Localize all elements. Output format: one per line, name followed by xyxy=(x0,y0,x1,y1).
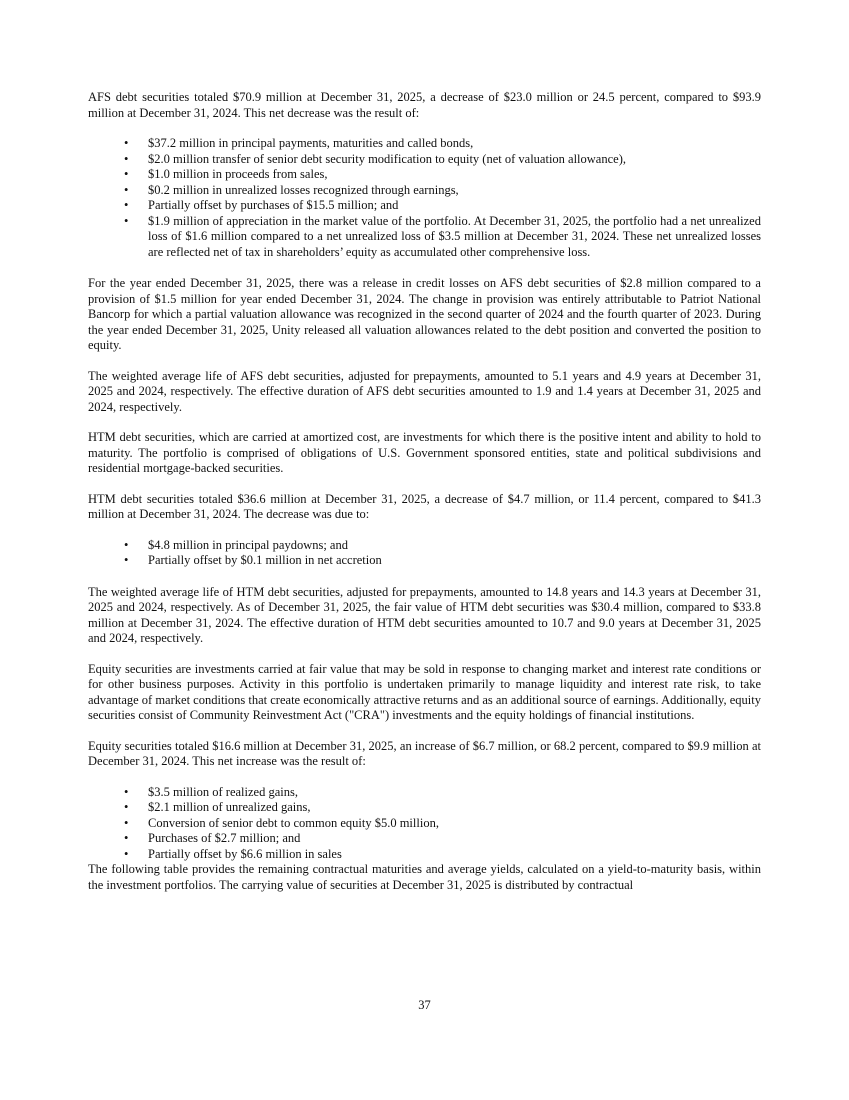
maturity-table-intro-paragraph: The following table provides the remaining contractual maturities and average yields, calculated on a yield-to-maturity basis, within the investment portfolios. The carrying value of securities at December 31, 2025 is distributed by contractual xyxy=(88,862,761,892)
list-item: • $37.2 million in principal payments, maturities and called bonds, xyxy=(148,136,761,152)
equity-total-paragraph: Equity securities totaled $16.6 million at December 31, 2025, an increase of $6.7 million, or 68.2 percent, compared to $9.9 million at December 31, 2024. This net increase was the result of: xyxy=(88,738,761,768)
afs-change-list xyxy=(88,136,761,260)
credit-losses-paragraph: For the year ended December 31, 2025, there was a release in credit losses on AFS debt securities of $2.8 million compared to a provision of $1.5 million for year ended December 31, 2024. The change in provision was entirely attributable to Patriot National Bancorp for which a partial valuation allowance was recognized in the second quarter of 2024 and the fourth quarter of 2023. During the year ended December 31, 2025, Unity released all valuation allowances related to the debt position and converted the position to equity. xyxy=(88,276,761,352)
list-item: • Purchases of $2.7 million; and xyxy=(148,831,761,847)
list-item: • $2.0 million transfer of senior debt security modification to equity (net of valuation allowance), xyxy=(148,152,761,168)
list-item: • $3.5 million of realized gains, xyxy=(148,785,761,801)
list-item: • $2.1 million of unrealized gains, xyxy=(148,800,761,816)
equity-definition-paragraph: Equity securities are investments carried at fair value that may be sold in response to changing market and interest rate conditions or for other business purposes. Activity in this portfolio is undertaken primarily to manage liquidity and interest rate risk, to take advantage of market conditions that create economically attractive returns and as an additional source of earnings. Additionally, equity securities consist of Community Reinvestment Act ("CRA") investments and the equity holdings of financial institutions. xyxy=(88,661,761,722)
htm-total-paragraph: HTM debt securities totaled $36.6 million at December 31, 2025, a decrease of $4.7 million, or 11.4 percent, compared to $41.3 million at December 31, 2024. The decrease was due to: xyxy=(88,491,761,521)
list-item: • Partially offset by $0.1 million in net accretion xyxy=(148,553,761,569)
htm-definition-paragraph: HTM debt securities, which are carried at amortized cost, are investments for which there is the positive intent and ability to hold to maturity. The portfolio is comprised of obligations of U.S. Government sponsored entities, state and political subdivisions and residential mortgage-backed securities. xyxy=(88,430,761,475)
document-page xyxy=(88,90,761,893)
list-item: • $4.8 million in principal paydowns; and xyxy=(148,538,761,554)
afs-life-paragraph: The weighted average life of AFS debt securities, adjusted for prepayments, amounted to 5.1 years and 4.9 years at December 31, 2025 and 2024, respectively. The effective duration of AFS debt securities amounted to 1.9 and 1.4 years at December 31, 2025 and 2024, respectively. xyxy=(88,368,761,414)
list-item: • $0.2 million in unrealized losses recognized through earnings, xyxy=(148,183,761,199)
equity-change-list xyxy=(88,785,761,863)
list-item: • Partially offset by $6.6 million in sales xyxy=(148,847,761,863)
list-item: • Conversion of senior debt to common equity $5.0 million, xyxy=(148,816,761,832)
htm-life-paragraph: The weighted average life of HTM debt securities, adjusted for prepayments, amounted to 14.8 years and 14.3 years at December 31, 2025 and 2024, respectively. As of December 31, 2025, the fair value of HTM debt securities was $30.4 million, compared to $33.8 million at December 31, 2024. The effective duration of HTM debt securities amounted to 10.7 and 9.0 years at December 31, 2025 and 2024, respectively. xyxy=(88,584,761,645)
htm-change-list xyxy=(88,538,761,569)
page-number: 37 xyxy=(418,998,431,1012)
list-item: • Partially offset by purchases of $15.5 million; and xyxy=(148,198,761,214)
list-item: • $1.0 million in proceeds from sales, xyxy=(148,167,761,183)
list-item: • $1.9 million of appreciation in the market value of the portfolio. At December 31, 2025, the portfolio had a net unrealized loss of $1.6 million compared to a net unrealized loss of $3.5 million at December 31, 2024. These net unrealized losses are reflected net of tax in shareholders’ equity as accumulated other comprehensive loss. xyxy=(148,214,761,261)
afs-total-paragraph: AFS debt securities totaled $70.9 million at December 31, 2025, a decrease of $23.0 million or 24.5 percent, compared to $93.9 million at December 31, 2024. This net decrease was the result of: xyxy=(88,90,761,120)
